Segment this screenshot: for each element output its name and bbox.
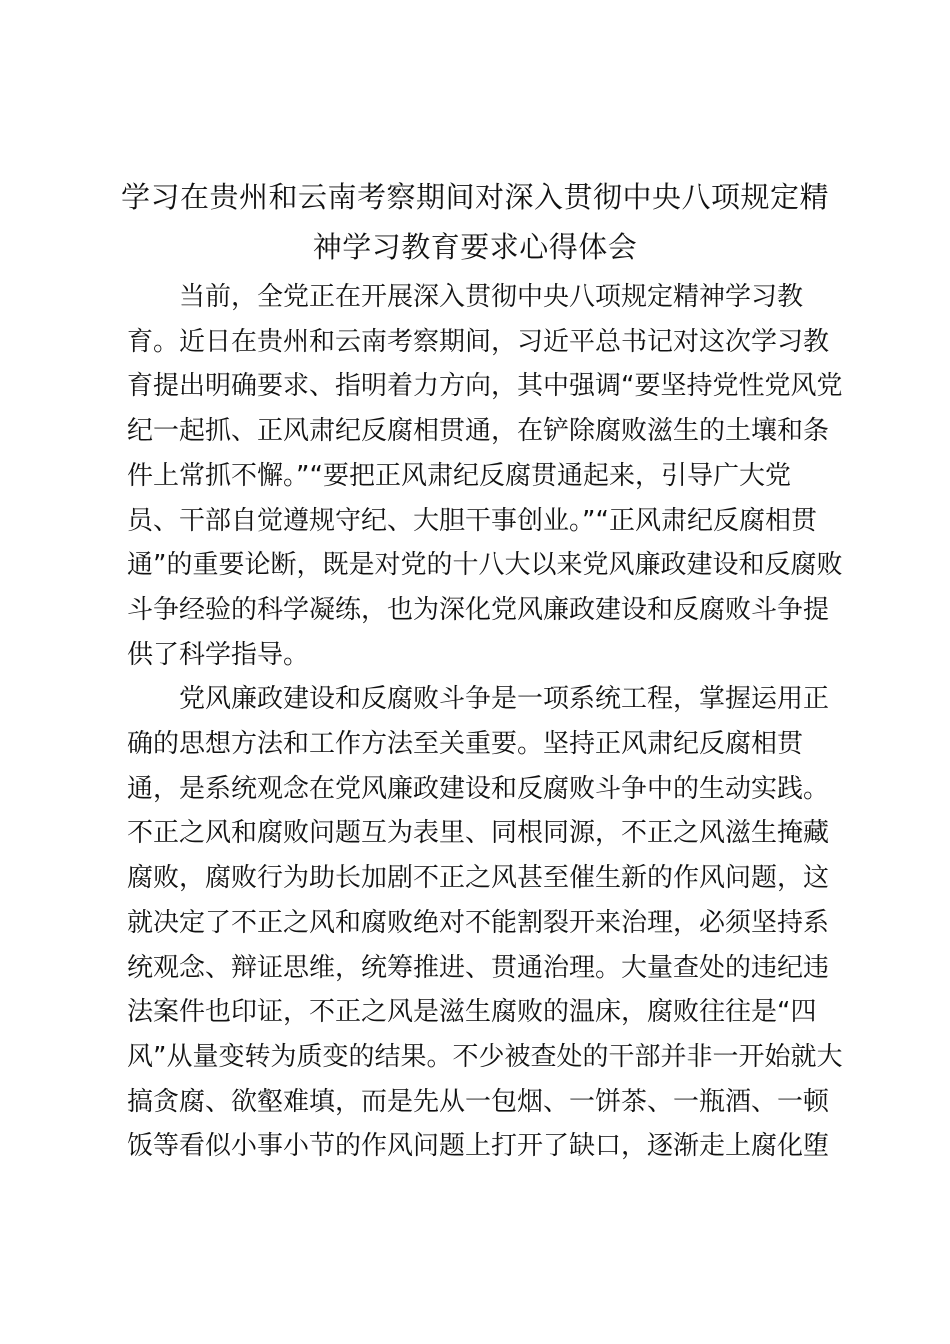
text-line: 育提出明确要求、指明着力方向，其中强调“要坚持党性党风党: [127, 371, 843, 402]
text-line: 统观念、辩证思维，统筹推进、贯通治理。大量查处的违纪违: [127, 952, 830, 983]
title-line: 学习在贵州和云南考察期间对深入贯彻中央八项规定精: [120, 180, 829, 214]
text-line: 饭等看似小事小节的作风问题上打开了缺口，逐渐走上腐化堕: [127, 1131, 830, 1162]
text-line: 确的思想方法和工作方法至关重要。坚持正风肃纪反腐相贯: [127, 729, 804, 760]
text-line: 当前，全党正在开展深入贯彻中央八项规定精神学习教: [179, 282, 804, 312]
text-line: 风”从量变转为质变的结果。不少被查处的干部并非一开始就大: [127, 1041, 843, 1072]
text-line: 通，是系统观念在党风廉政建设和反腐败斗争中的生动实践。: [127, 773, 830, 804]
document-title: [80, 172, 870, 272]
text-line: 法案件也印证，不正之风是滋生腐败的温床，腐败往往是“四: [127, 997, 817, 1028]
text-line: 不正之风和腐败问题互为表里、同根同源，不正之风滋生掩藏: [127, 818, 830, 849]
text-line: 通”的重要论断，既是对党的十八大以来党风廉政建设和反腐败: [127, 550, 843, 581]
text-line: 员、干部自觉遵规守纪、大胆干事创业。”“正风肃纪反腐相贯: [127, 505, 817, 536]
text-line: 供了科学指导。: [127, 639, 310, 670]
text-line: 搞贪腐、欲壑难填，而是先从一包烟、一饼茶、一瓶酒、一顿: [127, 1086, 830, 1117]
paragraph-2: [127, 677, 843, 1169]
text-line: 件上常抓不懈。”“要把正风肃纪反腐贯通起来，引导广大党: [127, 460, 791, 491]
text-line: 就决定了不正之风和腐败绝对不能割裂开来治理，必须坚持系: [127, 907, 830, 938]
paragraph-1: [127, 275, 843, 677]
title-line: 神学习教育要求心得体会: [312, 230, 638, 264]
document-body: [127, 275, 843, 1169]
text-line: 育。近日在贵州和云南考察期间，习近平总书记对这次学习教: [127, 326, 830, 357]
text-line: 纪一起抓、正风肃纪反腐相贯通，在铲除腐败滋生的土壤和条: [127, 416, 830, 447]
text-line: 党风廉政建设和反腐败斗争是一项系统工程，掌握运用正: [179, 684, 830, 715]
text-line: 斗争经验的科学凝练，也为深化党风廉政建设和反腐败斗争提: [127, 594, 830, 625]
text-line: 腐败，腐败行为助长加剧不正之风甚至催生新的作风问题，这: [127, 863, 830, 894]
